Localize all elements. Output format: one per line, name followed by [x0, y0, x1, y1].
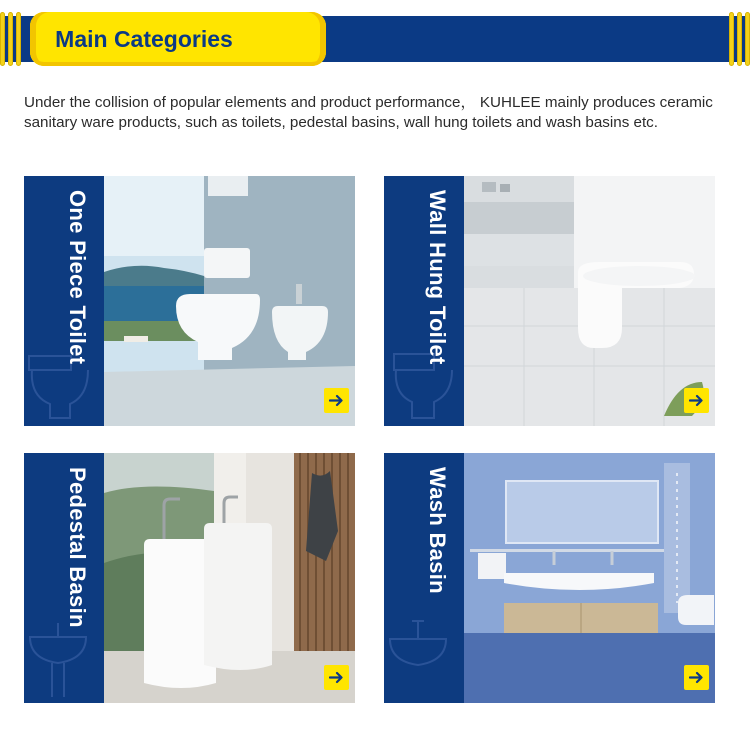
category-banner — [0, 0, 750, 80]
category-card-one-piece-toilet[interactable] — [24, 176, 355, 426]
basin-outline-icon — [384, 613, 464, 703]
category-card-pedestal-basin[interactable] — [24, 453, 355, 703]
card-label: Wall Hung Toilet — [425, 190, 450, 365]
arrow-right-icon — [329, 671, 344, 684]
one-piece-toilet-photo — [104, 176, 355, 426]
card-arrow-button[interactable] — [684, 665, 709, 690]
card-arrow-button[interactable] — [324, 665, 349, 690]
banner-ribs-right — [729, 12, 750, 66]
card-side-panel — [24, 176, 104, 426]
page-title: Main Categories — [55, 26, 233, 52]
banner-ribs-left — [0, 12, 21, 66]
card-arrow-button[interactable] — [324, 388, 349, 413]
card-side-panel — [384, 176, 464, 426]
card-side-panel — [24, 453, 104, 703]
category-card-wall-hung-toilet[interactable] — [384, 176, 715, 426]
pedestal-basin-photo — [104, 453, 355, 703]
wall-hung-toilet-photo — [464, 176, 715, 426]
arrow-right-icon — [689, 671, 704, 684]
category-card-wash-basin[interactable] — [384, 453, 715, 703]
card-label: One Piece Toilet — [65, 190, 90, 365]
card-arrow-button[interactable] — [684, 388, 709, 413]
arrow-right-icon — [689, 394, 704, 407]
intro-paragraph: Under the collision of popular elements and product performance， KUHLEE mainly produces ceramic sanitary ware products, such as toilets, pedestal basins, wall hung toilets and wash basins etc. — [24, 94, 713, 131]
wash-basin-photo — [464, 453, 715, 703]
card-label: Pedestal Basin — [65, 467, 90, 628]
arrow-right-icon — [329, 394, 344, 407]
card-label: Wash Basin — [425, 467, 450, 594]
card-side-panel — [384, 453, 464, 703]
